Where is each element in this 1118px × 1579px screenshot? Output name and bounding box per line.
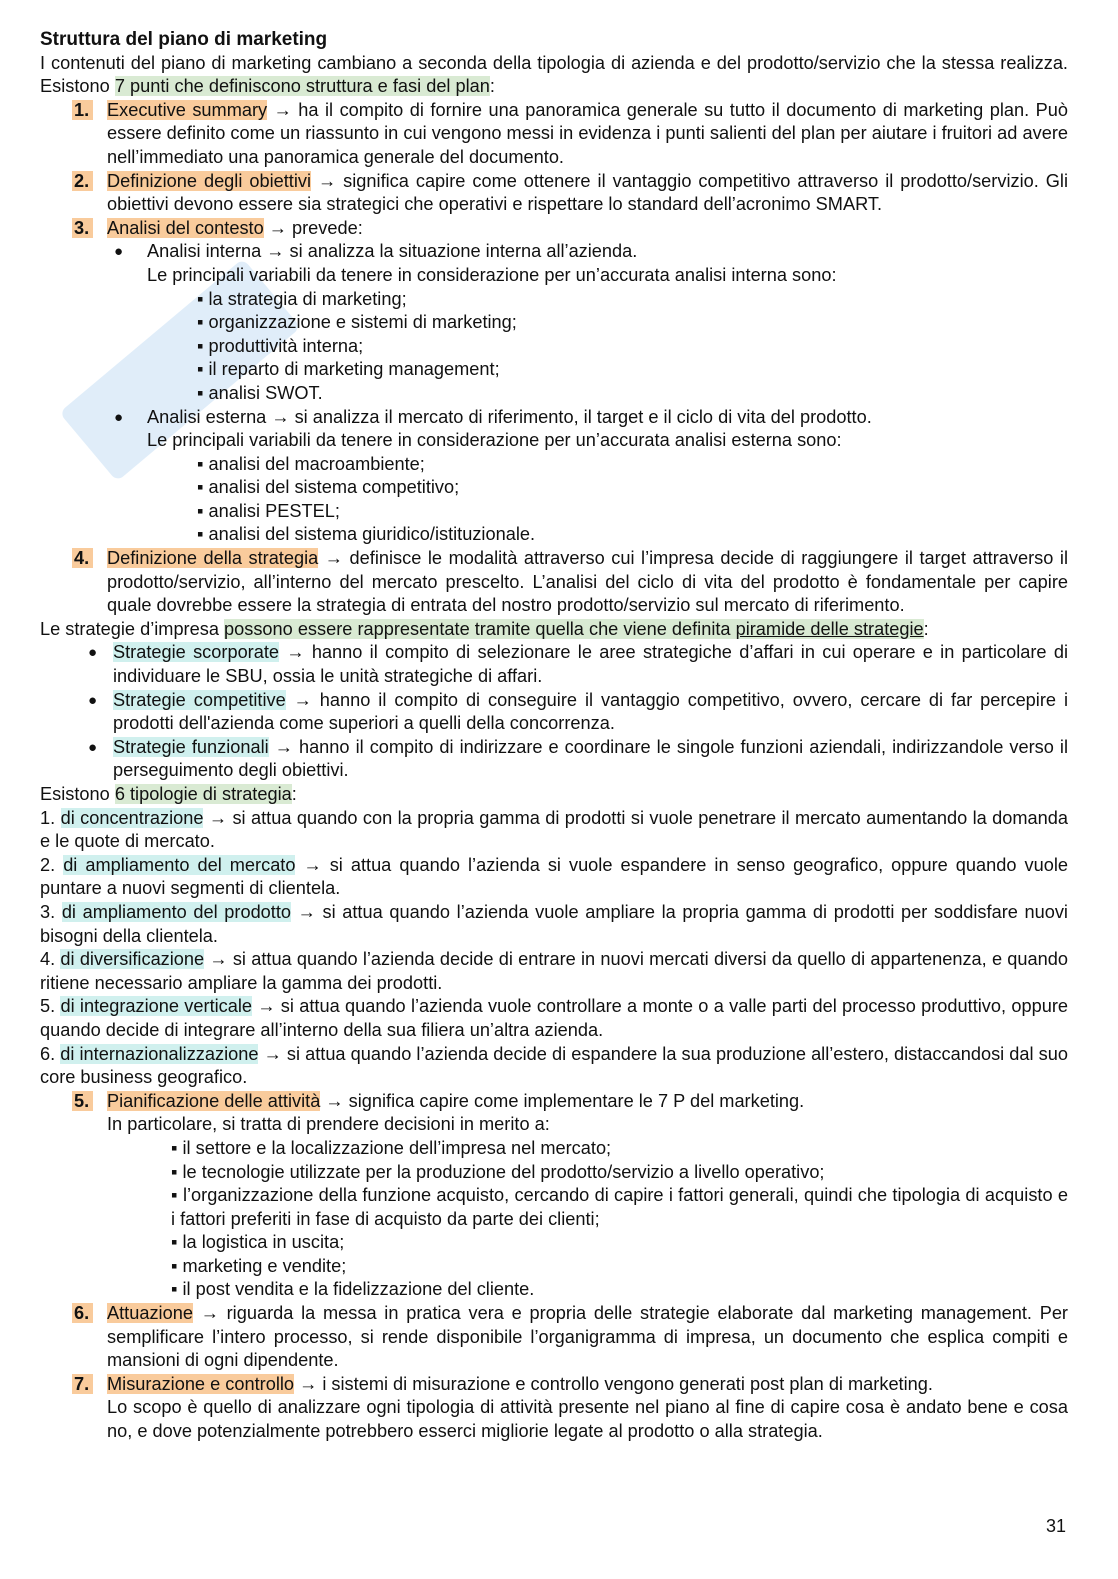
page-title: Struttura del piano di marketing	[40, 29, 328, 50]
list-item: ▪ analisi del sistema giuridico/istituzionale.	[197, 524, 536, 545]
list-item: ▪ il reparto di marketing management;	[197, 359, 500, 380]
internal-analysis: ● Analisi interna → si analizza la situazione interna all’azienda. Le principali variabili da tenere in considerazione per un’accurata analisi interna sono:	[114, 241, 837, 285]
point-5: 5. Pianificazione delle attività → significa capire come implementare le 7 P del marketing. In particolare, si tratta di prendere decisioni in merito a:	[74, 1090, 805, 1135]
type-4: 4. di diversificazione → si attua quando l’azienda decide di entrare in nuovi mercati diversi da quello di appartenenza, e quando ritiene necessario ampliare la gamma dei prodotti.	[40, 949, 1069, 993]
point-1: 1. Executive summary → ha il compito di fornire una panoramica generale su tutto il documento di marketing plan. Può essere definito come un riassunto in cui vengono messi in evidenza i punti salienti del plan per aiutare i fruitori ad avere nell’immediato una panoramica generale del documento.	[74, 99, 1068, 167]
page-number: 31	[1045, 1516, 1066, 1536]
point-4: 4. Definizione della strategia → definisce le modalità attraverso cui l’impresa decide di raggiungere il target attraverso il prodotto/servizio, all’interno del mercato prescelto. L’analisi del ciclo di vita del prodotto è fondamentale per capire quale dovrebbe essere la strategia di entrata del nostro prodotto/servizio sul mercato di riferimento.	[74, 548, 1069, 616]
intro-paragraph: I contenuti del piano di marketing cambiano a seconda della tipologia di azienda e del prodotto/servizio che la stessa realizza. Esistono 7 punti che definiscono struttura e fasi del plan:	[40, 52, 1068, 97]
list-item: ▪ la strategia di marketing;	[197, 288, 407, 309]
external-analysis: ● Analisi esterna → si analizza il mercato di riferimento, il target e il ciclo di vita del prodotto. Le principali variabili da tenere in considerazione per un’accurata analisi esterna sono:	[114, 406, 872, 451]
list-item: ▪ analisi del macroambiente;	[197, 453, 425, 474]
activities-list	[146, 1137, 1068, 1161]
type-3: 3. di ampliamento del prodotto → si attua quando l’azienda vuole ampliare la propria gamma di prodotti per soddisfare nuovi bisogni della clientela.	[40, 901, 1068, 946]
type-5: 5. di integrazione verticale → si attua quando l’azienda vuole controllare a monte o a valle parti del processo produttivo, oppure quando decide di integrare all’interno della sua filiera un’altra azienda.	[40, 996, 1068, 1040]
internal-analysis-list	[197, 288, 1068, 406]
activities-list-rest	[171, 1161, 1068, 1303]
external-analysis-list	[197, 453, 1068, 547]
type-2: 2. di ampliamento del mercato → si attua quando l’azienda si vuole espandere in senso geografico, oppure quando vuole puntare a nuovi segmenti di clientela.	[40, 854, 1068, 899]
list-item: ▪ l’organizzazione della funzione acquisto, cercando di capire i fattori generali, quindi che tipologia di acquisto e i fattori preferiti in fase di acquisto da parte dei clienti;	[171, 1185, 1068, 1229]
list-item: ▪ analisi del sistema competitivo;	[197, 477, 460, 498]
strategy-functional: ● Strategie funzionali → hanno il compito di indirizzare e coordinare le singole funzioni aziendali, indirizzandole verso il perseguimento degli obiettivi.	[88, 736, 1068, 781]
point-6: 6. Attuazione → riguarda la messa in pratica vera e propria delle strategie elaborate dal marketing management. Per semplificare l’intero processo, si rende disponibile l’organigramma di impresa, un documento che esplica compiti e mansioni di ogni dipendente.	[74, 1303, 1068, 1371]
six-types-heading: Esistono 6 tipologie di strategia:	[40, 784, 297, 804]
point-7: 7. Misurazione e controllo → i sistemi di misurazione e controllo vengono generati post plan di marketing. Lo scopo è quello di analizzare ogni tipologia di attività presente nel piano al fine di capire cosa è andato bene e cosa no, e dove potenzialmente potrebbero esserci migliorie legate al prodotto o alla strategia.	[74, 1373, 1068, 1442]
list-item: ▪ la logistica in uscita;	[171, 1232, 345, 1253]
list-item: ▪ produttività interna;	[197, 335, 364, 356]
strategy-competitive: ● Strategie competitive → hanno il compito di conseguire il vantaggio competitivo, ovvero, cercare di far percepire i prodotti dell'azienda come superiori a quelli della concorrenza.	[88, 689, 1068, 734]
list-item: ▪ le tecnologie utilizzate per la produzione del prodotto/servizio a livello operativo;	[171, 1161, 825, 1182]
list-item: ▪ il settore e la localizzazione dell’impresa nel mercato;	[171, 1137, 612, 1158]
list-item: ▪ organizzazione e sistemi di marketing;	[197, 312, 517, 333]
type-6: 6. di internazionalizzazione → si attua quando l’azienda decide di espandere la sua produzione all’estero, distaccandosi dal suo core business geografico.	[40, 1043, 1068, 1088]
list-item: ▪ analisi SWOT.	[197, 382, 323, 403]
point-2: 2. Definizione degli obiettivi → significa capire come ottenere il vantaggio competitivo attraverso il prodotto/servizio. Gli obiettivi devono essere sia strategici che operativi e rispettare lo standard dell’acronimo SMART.	[74, 170, 1068, 215]
list-item: ▪ marketing e vendite;	[171, 1255, 347, 1276]
pyramid-paragraph: Le strategie d’impresa possono essere rappresentate tramite quella che viene definita piramide delle strategie:	[40, 618, 929, 639]
document-page	[40, 28, 1068, 1444]
type-1: 1. di concentrazione → si attua quando con la propria gamma di prodotti si vuole penetrare il mercato aumentando la domanda e le quote di mercato.	[40, 807, 1068, 852]
point-3: 3. Analisi del contesto → prevede:	[74, 217, 363, 238]
list-item: ▪ analisi PESTEL;	[197, 500, 340, 521]
strategy-corporate: ● Strategie scorporate → hanno il compito di selezionare le aree strategiche d’affari in cui operare e in particolare di individuare le SBU, ossia le unità strategiche di affari.	[88, 642, 1068, 687]
list-item: ▪ il post vendita e la fidelizzazione del cliente.	[171, 1279, 535, 1300]
